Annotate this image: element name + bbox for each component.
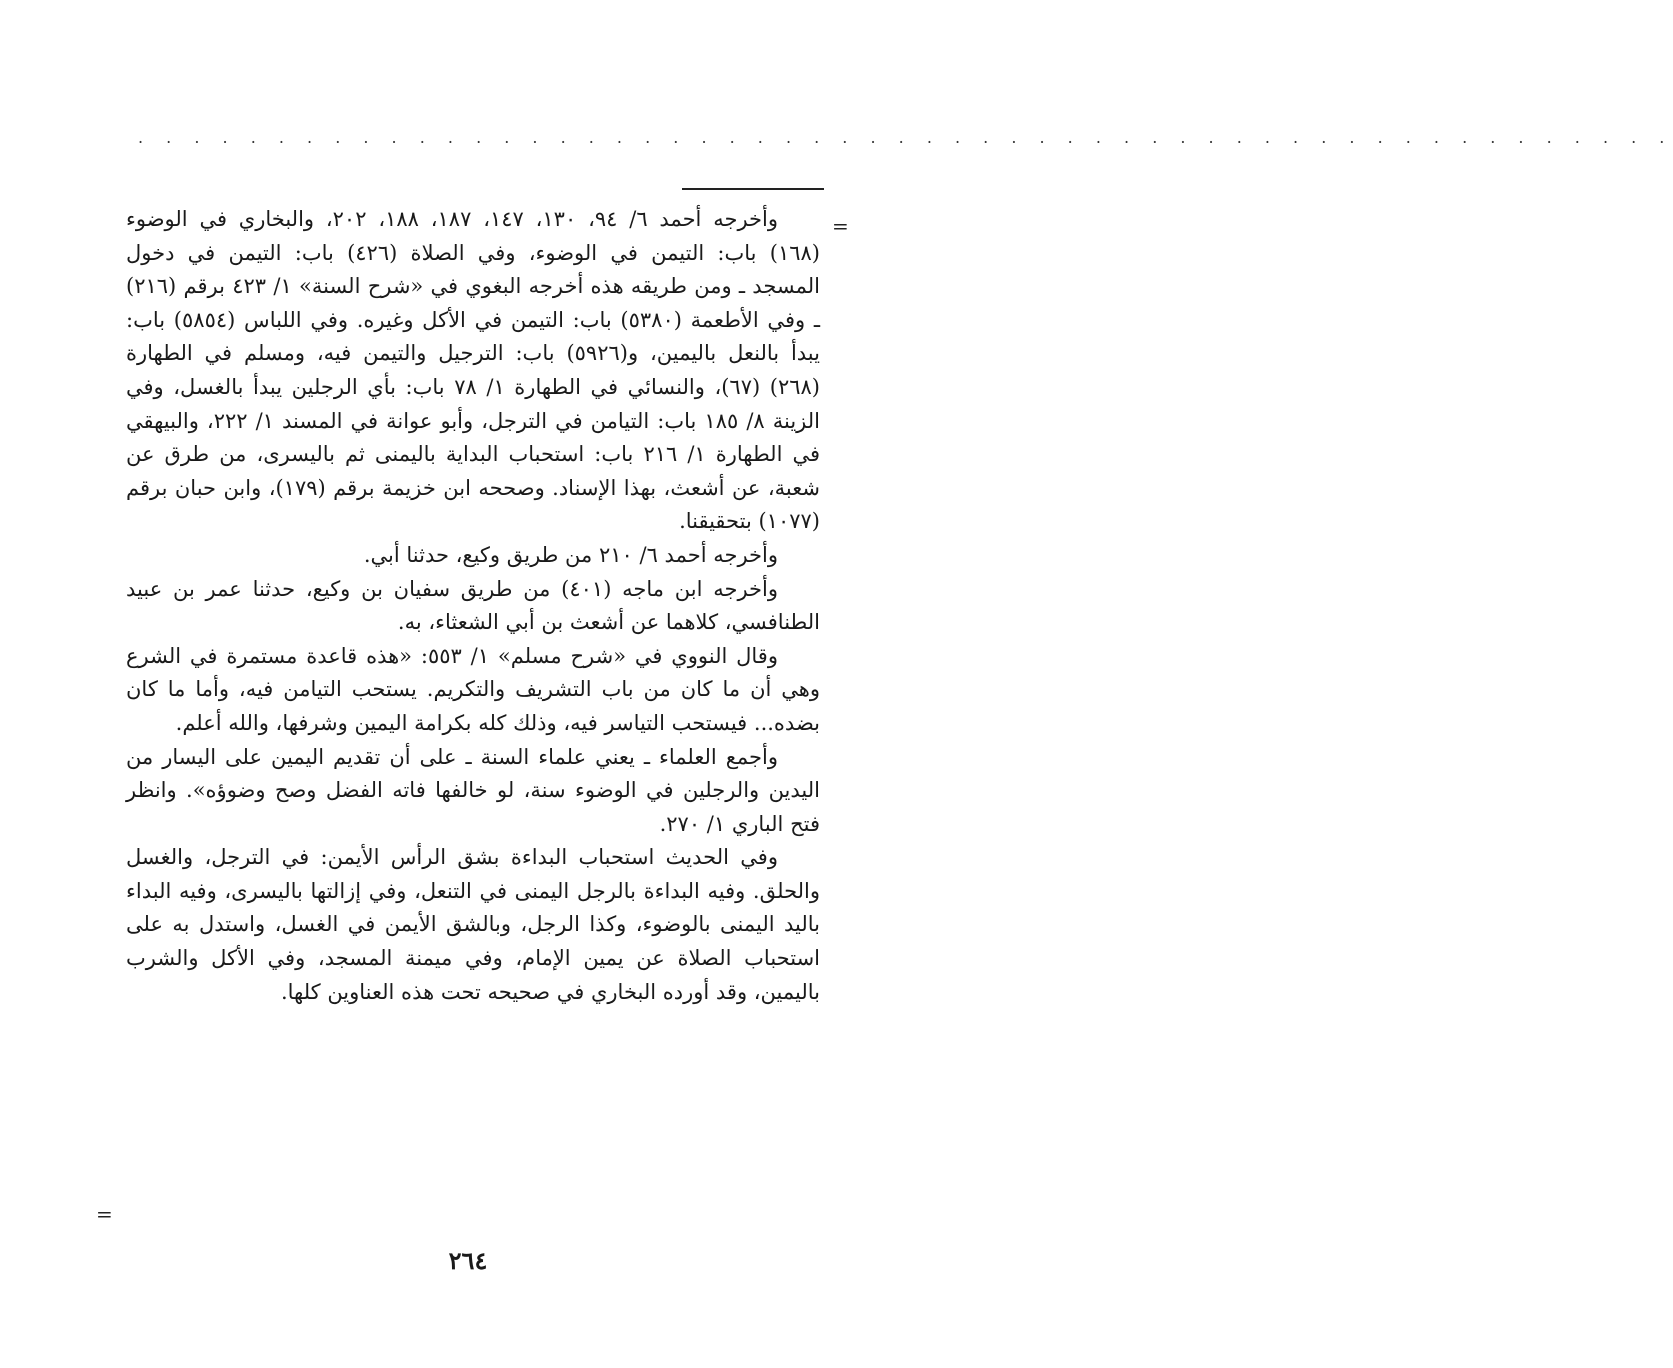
footnote-rule [682, 188, 824, 190]
page-number: ٢٦٤ [448, 1246, 488, 1275]
footnote-text [126, 203, 820, 1009]
continuation-mark-top: = [832, 214, 849, 238]
continuation-mark-bottom: = [96, 1202, 113, 1226]
footnote-paragraph: وأخرجه أحمد ٦/ ٩٤، ١٣٠، ١٤٧، ١٨٧، ١٨٨، ٢٠٢، والبخاري في الوضوء (١٦٨) باب: التيمن في الوضوء، وفي الصلاة (٤٢٦) باب: التيمن في دخول المسجد ـ ومن طريقه هذه أخرجه البغوي في «شرح السنة» ١/ ٤٢٣ برقم (٢١٦) ـ وفي الأطعمة (٥٣٨٠) باب: التيمن في الأكل وغيره. وفي اللباس (٥٨٥٤) باب: يبدأ بالنعل باليمين، و(٥٩٢٦) باب: الترجيل والتيمن فيه، ومسلم في الطهارة (٢٦٨) (٦٧)، والنسائي في الطهارة ١/ ٧٨ باب: بأي الرجلين يبدأ بالغسل، وفي الزينة ٨/ ١٨٥ باب: التيامن في الترجل، وأبو عوانة في المسند ١/ ٢٢٢، والبيهقي في الطهارة ١/ ٢١٦ باب: استحباب البداية باليمنى ثم باليسرى، من طرق عن شعبة، عن أشعث، بهذا الإسناد. وصححه ابن خزيمة برقم (١٧٩)، وابن حبان برقم (١٠٧٧) بتحقيقنا. [126, 207, 821, 534]
footnote-paragraph: وفي الحديث استحباب البداءة بشق الرأس الأيمن: في الترجل، والغسل والحلق. وفيه البداءة بالرجل اليمنى في التنعل، وفي إزالتها باليسرى، وفيه البداء باليد اليمنى بالوضوء، وكذا الرجل، وبالشق الأيمن في الغسل، واستدل به على استحباب الصلاة عن يمين الإمام، وفي ميمنة المسجد، وفي الأكل والشرب باليمين، وقد أورده البخاري في صحيحه تحت هذه العناوين كلها. [126, 845, 820, 1004]
dotted-separator: . . . . . . . . . . . . . . . . . . . . . . . . . . . . . . . . . . . . . . . . . . . . . . . . . . . . . . . [138, 128, 1673, 147]
footnote-paragraph: وأخرجه أحمد ٦/ ٢١٠ من طريق وكيع، حدثنا أبي. [363, 542, 778, 567]
footnote-paragraph: وأجمع العلماء ـ يعني علماء السنة ـ على أن تقديم اليمين على اليسار من اليدين والرجلين في الوضوء سنة، لو خالفها فاته الفضل وصح وضوؤه». وانظر فتح الباري ١/ ٢٧٠. [126, 744, 820, 836]
footnote-paragraph: وأخرجه ابن ماجه (٤٠١) من طريق سفيان بن وكيع، حدثنا عمر بن عبيد الطنافسي، كلاهما عن أشعث بن أبي الشعثاء، به. [126, 576, 820, 635]
footnote-paragraph: وقال النووي في «شرح مسلم» ١/ ٥٥٣: «هذه قاعدة مستمرة في الشرع وهي أن ما كان من باب التشريف والتكريم. يستحب التيامن فيه، وأما ما كان بضده... فيستحب التياسر فيه، وذلك كله بكرامة اليمين وشرفها، والله أعلم. [126, 643, 820, 735]
